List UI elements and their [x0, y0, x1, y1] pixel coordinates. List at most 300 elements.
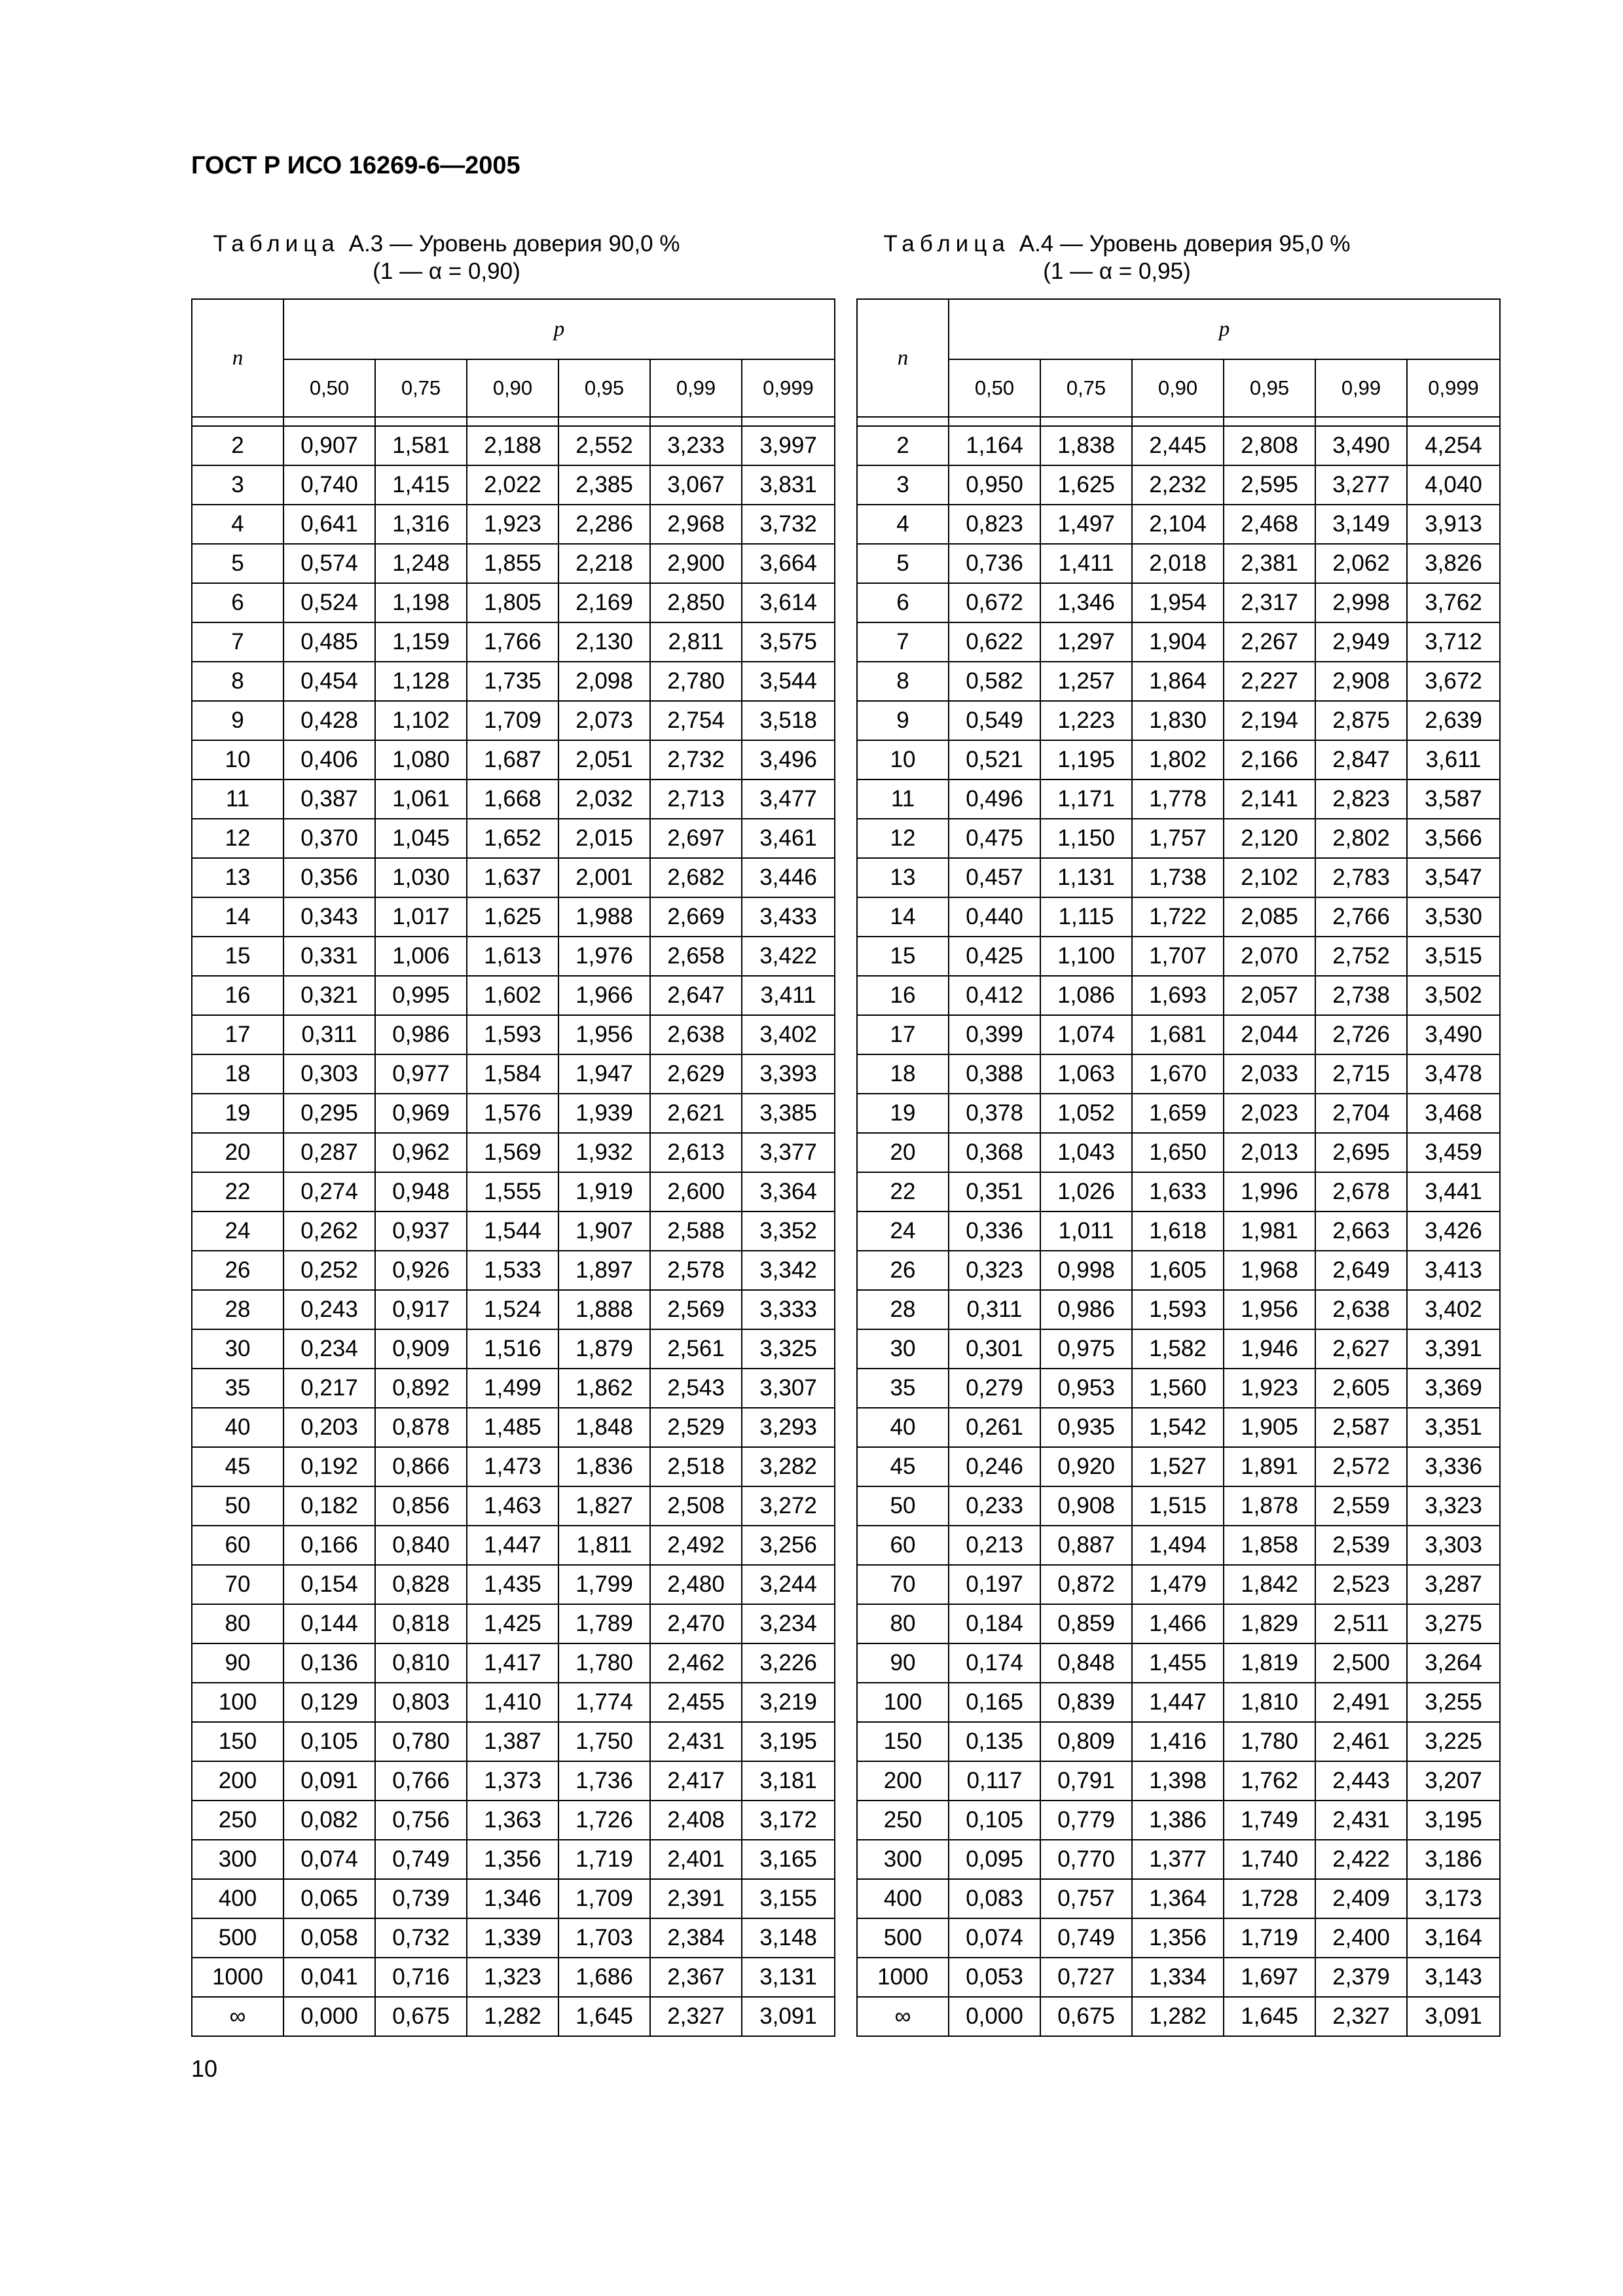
table-cell: 1,968 [1224, 1251, 1315, 1290]
table-cell: 1,555 [467, 1172, 558, 1211]
table-cell: 1,766 [467, 622, 558, 662]
table-cell: 0,454 [283, 662, 375, 701]
table-row [192, 1408, 835, 1447]
n-value-cell: 50 [857, 1486, 949, 1526]
table-cell: 1,150 [1040, 819, 1132, 858]
table-cell: 1,102 [375, 701, 467, 740]
table-cell: 2,704 [1315, 1094, 1407, 1133]
n-value-cell: 30 [192, 1329, 283, 1369]
table-cell: 0,287 [283, 1133, 375, 1172]
table-row [857, 1486, 1500, 1526]
n-value-cell: 28 [857, 1290, 949, 1329]
table-cell: 1,709 [467, 701, 558, 740]
table-cell: 1,719 [1224, 1918, 1315, 1958]
table-row [857, 858, 1500, 897]
table-cell: 0,727 [1040, 1958, 1132, 1997]
table-cell: 0,261 [949, 1408, 1040, 1447]
table-cell: 3,459 [1407, 1133, 1500, 1172]
separator-cell [375, 417, 467, 426]
table-cell: 0,083 [949, 1879, 1040, 1918]
table-cell: 1,932 [558, 1133, 650, 1172]
header-row [857, 299, 1500, 359]
table-cell: 0,117 [949, 1761, 1040, 1801]
n-value-cell: 7 [192, 622, 283, 662]
table-cell: 2,780 [650, 662, 742, 701]
table-cell: 3,587 [1407, 780, 1500, 819]
table-cell: 1,582 [1132, 1329, 1224, 1369]
table-cell: 1,417 [467, 1643, 558, 1683]
table-cell: 2,559 [1315, 1486, 1407, 1526]
table-cell: 0,986 [375, 1015, 467, 1054]
separator-cell [857, 417, 949, 426]
p-values-row [192, 359, 835, 417]
table-cell: 2,468 [1224, 505, 1315, 544]
table-cell: 1,946 [1224, 1329, 1315, 1369]
table-cell: 2,385 [558, 465, 650, 505]
table-cell: 1,749 [1224, 1801, 1315, 1840]
table-cell: 1,988 [558, 897, 650, 937]
table-cell: 0,937 [375, 1211, 467, 1251]
table-cell: 0,859 [1040, 1604, 1132, 1643]
table-cell: 1,030 [375, 858, 467, 897]
table-cell: 0,136 [283, 1643, 375, 1683]
table-row [857, 937, 1500, 976]
table-cell: 3,336 [1407, 1447, 1500, 1486]
table-cell: 2,443 [1315, 1761, 1407, 1801]
table-row [192, 858, 835, 897]
table-cell: 2,431 [650, 1722, 742, 1761]
table-cell: 1,373 [467, 1761, 558, 1801]
table-cell: 0,378 [949, 1094, 1040, 1133]
n-value-cell: 5 [192, 544, 283, 583]
n-value-cell: 20 [857, 1133, 949, 1172]
n-value-cell: 6 [857, 583, 949, 622]
table-cell: 1,323 [467, 1958, 558, 1997]
n-value-cell: 9 [192, 701, 283, 740]
table-row [192, 1369, 835, 1408]
table-cell: 1,131 [1040, 858, 1132, 897]
n-value-cell: 12 [857, 819, 949, 858]
table-cell: 1,052 [1040, 1094, 1132, 1133]
table-cell: 2,166 [1224, 740, 1315, 780]
table-cell: 2,511 [1315, 1604, 1407, 1643]
table-row [192, 1329, 835, 1369]
table-cell: 2,455 [650, 1683, 742, 1722]
table-row [857, 1526, 1500, 1565]
table-cell: 0,780 [375, 1722, 467, 1761]
table-cell: 1,257 [1040, 662, 1132, 701]
table-cell: 3,282 [742, 1447, 835, 1486]
n-value-cell: 1000 [857, 1958, 949, 1997]
table-row [192, 1015, 835, 1054]
table-a4-caption [862, 230, 1372, 285]
table-cell: 0,095 [949, 1840, 1040, 1879]
table-cell: 3,530 [1407, 897, 1500, 937]
table-cell: 1,966 [558, 976, 650, 1015]
table-row [857, 505, 1500, 544]
table-cell: 0,848 [1040, 1643, 1132, 1683]
table-cell: 1,248 [375, 544, 467, 583]
table-cell: 1,387 [467, 1722, 558, 1761]
table-cell: 3,566 [1407, 819, 1500, 858]
table-cell: 2,120 [1224, 819, 1315, 858]
table-cell: 0,074 [283, 1840, 375, 1879]
table-cell: 3,333 [742, 1290, 835, 1329]
table-cell: 2,658 [650, 937, 742, 976]
table-cell: 2,900 [650, 544, 742, 583]
table-cell: 1,827 [558, 1486, 650, 1526]
table-cell: 0,323 [949, 1251, 1040, 1290]
separator-cell [1224, 417, 1315, 426]
table-cell: 1,499 [467, 1369, 558, 1408]
table-cell: 0,425 [949, 937, 1040, 976]
table-cell: 2,578 [650, 1251, 742, 1290]
table-cell: 0,053 [949, 1958, 1040, 1997]
n-value-cell: 40 [857, 1408, 949, 1447]
table-cell: 0,234 [283, 1329, 375, 1369]
table-cell: 1,668 [467, 780, 558, 819]
table-cell: 0,041 [283, 1958, 375, 1997]
table-cell: 0,521 [949, 740, 1040, 780]
table-cell: 2,613 [650, 1133, 742, 1172]
p-column-header: p [949, 299, 1500, 359]
n-value-cell: 100 [857, 1683, 949, 1722]
table-cell: 2,409 [1315, 1879, 1407, 1918]
table-cell: 3,490 [1315, 426, 1407, 465]
n-value-cell: 150 [192, 1722, 283, 1761]
table-cell: 0,770 [1040, 1840, 1132, 1879]
table-cell: 1,842 [1224, 1565, 1315, 1604]
table-cell: 0,074 [949, 1918, 1040, 1958]
table-cell: 1,045 [375, 819, 467, 858]
table-cell: 4,254 [1407, 426, 1500, 465]
table-cell: 2,381 [1224, 544, 1315, 583]
table-cell: 1,735 [467, 662, 558, 701]
table-row [857, 780, 1500, 819]
table-cell: 0,000 [949, 1997, 1040, 2036]
table-row [857, 662, 1500, 701]
table-cell: 0,622 [949, 622, 1040, 662]
table-cell: 1,645 [1224, 1997, 1315, 2036]
table-cell: 1,810 [1224, 1683, 1315, 1722]
separator-cell [949, 417, 1040, 426]
n-value-cell: 80 [857, 1604, 949, 1643]
table-cell: 3,181 [742, 1761, 835, 1801]
table-cell: 1,726 [558, 1801, 650, 1840]
table-cell: 2,023 [1224, 1094, 1315, 1133]
p-value-header: 0,95 [1224, 359, 1315, 417]
n-value-cell: 300 [192, 1840, 283, 1879]
table-cell: 2,697 [650, 819, 742, 858]
table-row [857, 1722, 1500, 1761]
p-value-header: 0,95 [558, 359, 650, 417]
separator-cell [742, 417, 835, 426]
table-cell: 2,639 [1407, 701, 1500, 740]
table-cell: 1,316 [375, 505, 467, 544]
table-row [192, 1054, 835, 1094]
separator-cell [650, 417, 742, 426]
separator-cell [1407, 417, 1500, 426]
table-cell: 2,949 [1315, 622, 1407, 662]
table-cell: 2,766 [1315, 897, 1407, 937]
table-row [857, 701, 1500, 740]
table-cell: 1,584 [467, 1054, 558, 1094]
table-cell: 1,802 [1132, 740, 1224, 780]
p-value-header: 0,90 [1132, 359, 1224, 417]
table-cell: 2,470 [650, 1604, 742, 1643]
table-row [192, 740, 835, 780]
table-cell: 2,098 [558, 662, 650, 701]
table-row [857, 1251, 1500, 1290]
table-cell: 2,317 [1224, 583, 1315, 622]
n-value-cell: 10 [192, 740, 283, 780]
table-cell: 2,057 [1224, 976, 1315, 1015]
table-row [192, 1172, 835, 1211]
n-value-cell: 1000 [192, 1958, 283, 1997]
table-cell: 2,715 [1315, 1054, 1407, 1094]
table-cell: 0,165 [949, 1683, 1040, 1722]
table-cell: 1,939 [558, 1094, 650, 1133]
table-cell: 2,649 [1315, 1251, 1407, 1290]
table-cell: 3,446 [742, 858, 835, 897]
table-cell: 3,342 [742, 1251, 835, 1290]
p-column-header: p [283, 299, 835, 359]
table-cell: 1,159 [375, 622, 467, 662]
table-cell: 1,346 [1040, 583, 1132, 622]
n-value-cell: 40 [192, 1408, 283, 1447]
table-cell: 0,953 [1040, 1369, 1132, 1408]
n-value-cell: 250 [192, 1801, 283, 1840]
table-cell: 0,887 [1040, 1526, 1132, 1565]
table-cell: 1,061 [375, 780, 467, 819]
header-row [192, 299, 835, 359]
table-cell: 0,274 [283, 1172, 375, 1211]
table-cell: 1,780 [558, 1643, 650, 1683]
table-cell: 1,386 [1132, 1801, 1224, 1840]
table-row [857, 426, 1500, 465]
n-value-cell: 15 [192, 937, 283, 976]
table-cell: 2,518 [650, 1447, 742, 1486]
table-cell: 0,311 [949, 1290, 1040, 1329]
table-a3 [191, 298, 835, 2037]
table-cell: 0,233 [949, 1486, 1040, 1526]
n-column-header: n [857, 299, 949, 417]
table-row [192, 1918, 835, 1958]
table-cell: 3,307 [742, 1369, 835, 1408]
table-row [192, 976, 835, 1015]
table-cell: 2,588 [650, 1211, 742, 1251]
table-row [192, 1840, 835, 1879]
n-value-cell: 45 [192, 1447, 283, 1486]
table-cell: 0,406 [283, 740, 375, 780]
table-cell: 3,611 [1407, 740, 1500, 780]
table-cell: 1,282 [467, 1997, 558, 2036]
n-value-cell: 24 [857, 1211, 949, 1251]
table-cell: 0,166 [283, 1526, 375, 1565]
table-cell: 2,523 [1315, 1565, 1407, 1604]
table-cell: 1,650 [1132, 1133, 1224, 1172]
table-cell: 3,664 [742, 544, 835, 583]
table-cell: 2,539 [1315, 1526, 1407, 1565]
table-row [857, 1290, 1500, 1329]
n-value-cell: 17 [192, 1015, 283, 1054]
n-value-cell: 26 [857, 1251, 949, 1290]
table-cell: 3,172 [742, 1801, 835, 1840]
table-cell: 1,593 [467, 1015, 558, 1054]
table-cell: 1,334 [1132, 1958, 1224, 1997]
separator-cell [1040, 417, 1132, 426]
table-cell: 3,369 [1407, 1369, 1500, 1408]
table-cell: 1,581 [375, 426, 467, 465]
table-cell: 1,100 [1040, 937, 1132, 976]
table-cell: 3,234 [742, 1604, 835, 1643]
table-cell: 2,227 [1224, 662, 1315, 701]
table-cell: 3,441 [1407, 1172, 1500, 1211]
table-cell: 1,819 [1224, 1643, 1315, 1683]
table-cell: 1,356 [1132, 1918, 1224, 1958]
table-cell: 2,663 [1315, 1211, 1407, 1251]
n-value-cell: 90 [192, 1643, 283, 1683]
table-cell: 3,233 [650, 426, 742, 465]
table-cell: 2,422 [1315, 1840, 1407, 1879]
table-row [192, 1211, 835, 1251]
table-cell: 0,524 [283, 583, 375, 622]
table-cell: 2,327 [1315, 1997, 1407, 2036]
n-value-cell: 14 [857, 897, 949, 937]
table-cell: 3,226 [742, 1643, 835, 1683]
table-row [192, 701, 835, 740]
table-cell: 1,703 [558, 1918, 650, 1958]
n-value-cell: 50 [192, 1486, 283, 1526]
table-cell: 0,144 [283, 1604, 375, 1643]
table-cell: 0,412 [949, 976, 1040, 1015]
table-cell: 1,996 [1224, 1172, 1315, 1211]
table-cell: 3,672 [1407, 662, 1500, 701]
n-value-cell: 22 [857, 1172, 949, 1211]
n-value-cell: 20 [192, 1133, 283, 1172]
table-cell: 1,455 [1132, 1643, 1224, 1683]
table-cell: 1,923 [1224, 1369, 1315, 1408]
table-row [192, 780, 835, 819]
table-cell: 1,722 [1132, 897, 1224, 937]
table-row [857, 1565, 1500, 1604]
table-cell: 1,533 [467, 1251, 558, 1290]
table-row [857, 1683, 1500, 1722]
table-row [857, 1094, 1500, 1133]
table-cell: 3,364 [742, 1172, 835, 1211]
table-cell: 0,184 [949, 1604, 1040, 1643]
table-cell: 1,848 [558, 1408, 650, 1447]
caption-title: А.3 — Уровень доверия 90,0 % [348, 231, 680, 257]
table-cell: 2,529 [650, 1408, 742, 1447]
table-cell: 3,195 [742, 1722, 835, 1761]
table-cell: 3,165 [742, 1840, 835, 1879]
table-cell: 0,000 [283, 1997, 375, 2036]
table-cell: 2,073 [558, 701, 650, 740]
table-cell: 2,638 [650, 1015, 742, 1054]
table-row [857, 1840, 1500, 1879]
table-cell: 3,544 [742, 662, 835, 701]
table-cell: 0,810 [375, 1643, 467, 1683]
table-cell: 3,402 [1407, 1290, 1500, 1329]
table-cell: 3,502 [1407, 976, 1500, 1015]
table-row [192, 505, 835, 544]
table-cell: 1,195 [1040, 740, 1132, 780]
table-cell: 1,282 [1132, 1997, 1224, 2036]
table-cell: 1,524 [467, 1290, 558, 1329]
table-cell: 2,445 [1132, 426, 1224, 465]
table-cell: 1,947 [558, 1054, 650, 1094]
n-value-cell: 13 [192, 858, 283, 897]
table-cell: 0,174 [949, 1643, 1040, 1683]
table-cell: 0,739 [375, 1879, 467, 1918]
n-value-cell: 250 [857, 1801, 949, 1840]
table-cell: 1,693 [1132, 976, 1224, 1015]
n-value-cell: 13 [857, 858, 949, 897]
table-cell: 2,104 [1132, 505, 1224, 544]
table-cell: 1,164 [949, 426, 1040, 465]
table-cell: 1,398 [1132, 1761, 1224, 1801]
table-cell: 0,839 [1040, 1683, 1132, 1722]
table-cell: 1,411 [1040, 544, 1132, 583]
table-cell: 2,015 [558, 819, 650, 858]
caption-word: Таблица [883, 231, 1010, 257]
table-cell: 0,818 [375, 1604, 467, 1643]
table-cell: 1,637 [467, 858, 558, 897]
table-cell: 1,086 [1040, 976, 1132, 1015]
table-cell: 0,756 [375, 1801, 467, 1840]
table-cell: 1,681 [1132, 1015, 1224, 1054]
table-cell: 1,891 [1224, 1447, 1315, 1486]
table-cell: 0,736 [949, 544, 1040, 583]
table-cell: 1,855 [467, 544, 558, 583]
table-cell: 3,256 [742, 1526, 835, 1565]
table-row [192, 1094, 835, 1133]
table-cell: 1,128 [375, 662, 467, 701]
table-cell: 1,544 [467, 1211, 558, 1251]
table-cell: 0,387 [283, 780, 375, 819]
table-cell: 0,135 [949, 1722, 1040, 1761]
table-cell: 2,013 [1224, 1133, 1315, 1172]
table-cell: 1,670 [1132, 1054, 1224, 1094]
table-row [857, 1958, 1500, 1997]
n-value-cell: 3 [857, 465, 949, 505]
table-cell: 1,879 [558, 1329, 650, 1369]
table-row [192, 583, 835, 622]
table-cell: 0,303 [283, 1054, 375, 1094]
table-cell: 1,799 [558, 1565, 650, 1604]
n-value-cell: ∞ [192, 1997, 283, 2036]
table-cell: 3,426 [1407, 1211, 1500, 1251]
table-cell: 1,447 [1132, 1683, 1224, 1722]
n-value-cell: 18 [857, 1054, 949, 1094]
table-cell: 2,682 [650, 858, 742, 897]
n-value-cell: 2 [192, 426, 283, 465]
table-cell: 3,173 [1407, 1879, 1500, 1918]
separator-cell [192, 417, 283, 426]
table-cell: 1,576 [467, 1094, 558, 1133]
n-value-cell: 90 [857, 1643, 949, 1683]
table-cell: 2,783 [1315, 858, 1407, 897]
caption-formula: (1 — α = 0,90) [373, 259, 520, 284]
table-cell: 3,614 [742, 583, 835, 622]
table-cell: 0,154 [283, 1565, 375, 1604]
table-row [192, 1643, 835, 1683]
table-row [857, 1369, 1500, 1408]
table-cell: 0,740 [283, 465, 375, 505]
table-row [857, 1801, 1500, 1840]
table-cell: 0,675 [375, 1997, 467, 2036]
